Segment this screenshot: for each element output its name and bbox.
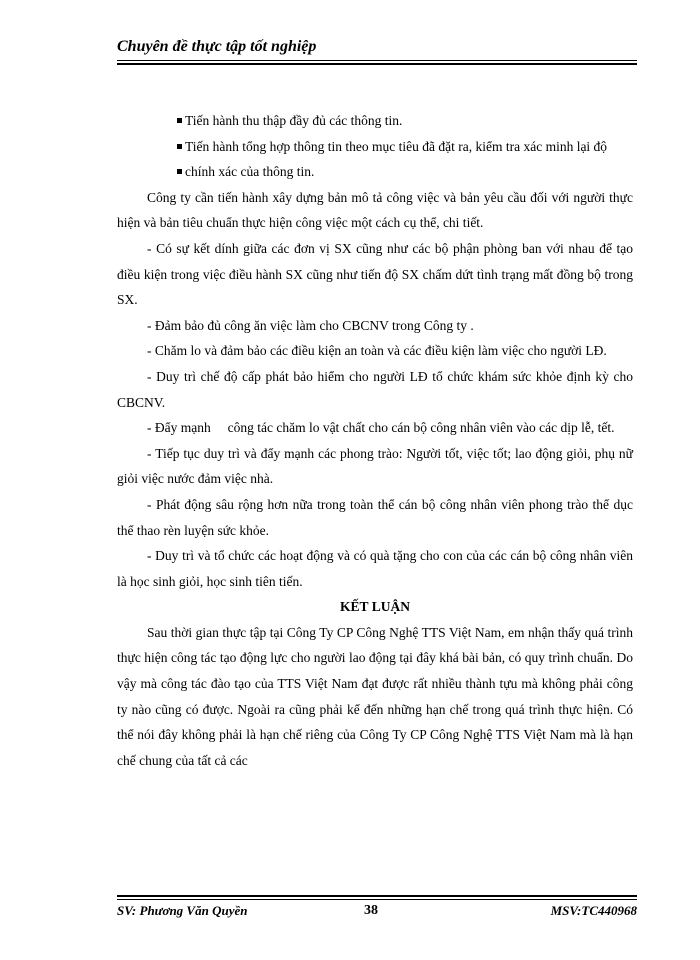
header-rule [117,60,637,65]
paragraph: - Đẩy mạnh công tác chăm lo vật chất cho cán bộ công nhân viên vào các dịp lễ, tết. [147,420,615,436]
page-number: 38 [364,903,378,918]
square-bullet-icon [177,169,182,174]
conclusion-heading: KẾT LUẬN [340,599,410,615]
bullet-item: Tiến hành thu thập đầy đủ các thông tin. [117,108,633,134]
page-content [117,108,633,773]
footer-msv: MSV:TC440968 [550,903,637,918]
paragraph: - Tiếp tục duy trì và đẩy mạnh các phong trào: Người tốt, việc tốt; lao động giỏi, phụ nữ giỏi việc nước đảm việc nhà. [117,445,633,487]
paragraph: Công ty cần tiến hành xây dựng bản mô tả công việc và bản yêu cầu đối với người thực hiện và bản tiêu chuẩn thực hiện công việc một cách cụ thể, chi tiết. [117,189,633,231]
paragraph: - Phát động sâu rộng hơn nữa trong toàn thể cán bộ công nhân viên phong trào thể dục thể thao rèn luyện sức khỏe. [117,496,633,538]
square-bullet-icon [177,118,182,123]
paragraph: - Đảm bảo đủ công ăn việc làm cho CBCNV trong Công ty . [147,317,474,333]
bullet-item: Tiến hành tổng hợp thông tin theo mục tiêu đã đặt ra, kiểm tra xác minh lại độ [117,134,633,160]
header-title: Chuyên đề thực tập tốt nghiệp [117,38,317,55]
footer-rule [117,895,637,900]
paragraph: - Duy trì chế độ cấp phát bảo hiểm cho người LĐ tổ chức khám sức khỏe định kỳ cho CBCNV. [117,368,633,410]
footer-student: SV: Phương Văn Quyền [117,903,248,918]
conclusion-text: Sau thời gian thực tập tại Công Ty CP Công Nghệ TTS Việt Nam, em nhận thấy quá trình thực hiện công tác tạo động lực cho người lao động tại đây khá bài bản, có quy trình chuẩn. Do vậy mà công tác đào tạo của TTS Việt Nam đạt được rất nhiều thành tựu mà không phải công ty nào cũng có được. Ngoài ra cũng phải kể đến những hạn chế trong quá trình thực hiện. Có thể nói đây không phải là hạn chế riêng của Công Ty CP Công Nghệ TTS Việt Nam mà là hạn chế chung của tất cả các [117,624,633,768]
square-bullet-icon [177,144,182,149]
paragraph: - Duy trì và tổ chức các hoạt động và có quà tặng cho con của các cán bộ công nhân viên là học sinh giỏi, học sinh tiên tiến. [117,548,633,589]
paragraph: - Chăm lo và đảm bảo các điều kiện an toàn và các điều kiện làm việc cho người LĐ. [147,343,607,359]
paragraph: - Có sự kết dính giữa các đơn vị SX cũng như các bộ phận phòng ban với nhau để tạo điều kiện trong việc điều hành SX cũng như tiến độ SX chấm dứt tình trạng mất đồng bộ trong SX. [117,240,633,308]
bullet-item: chính xác của thông tin. [117,159,633,185]
